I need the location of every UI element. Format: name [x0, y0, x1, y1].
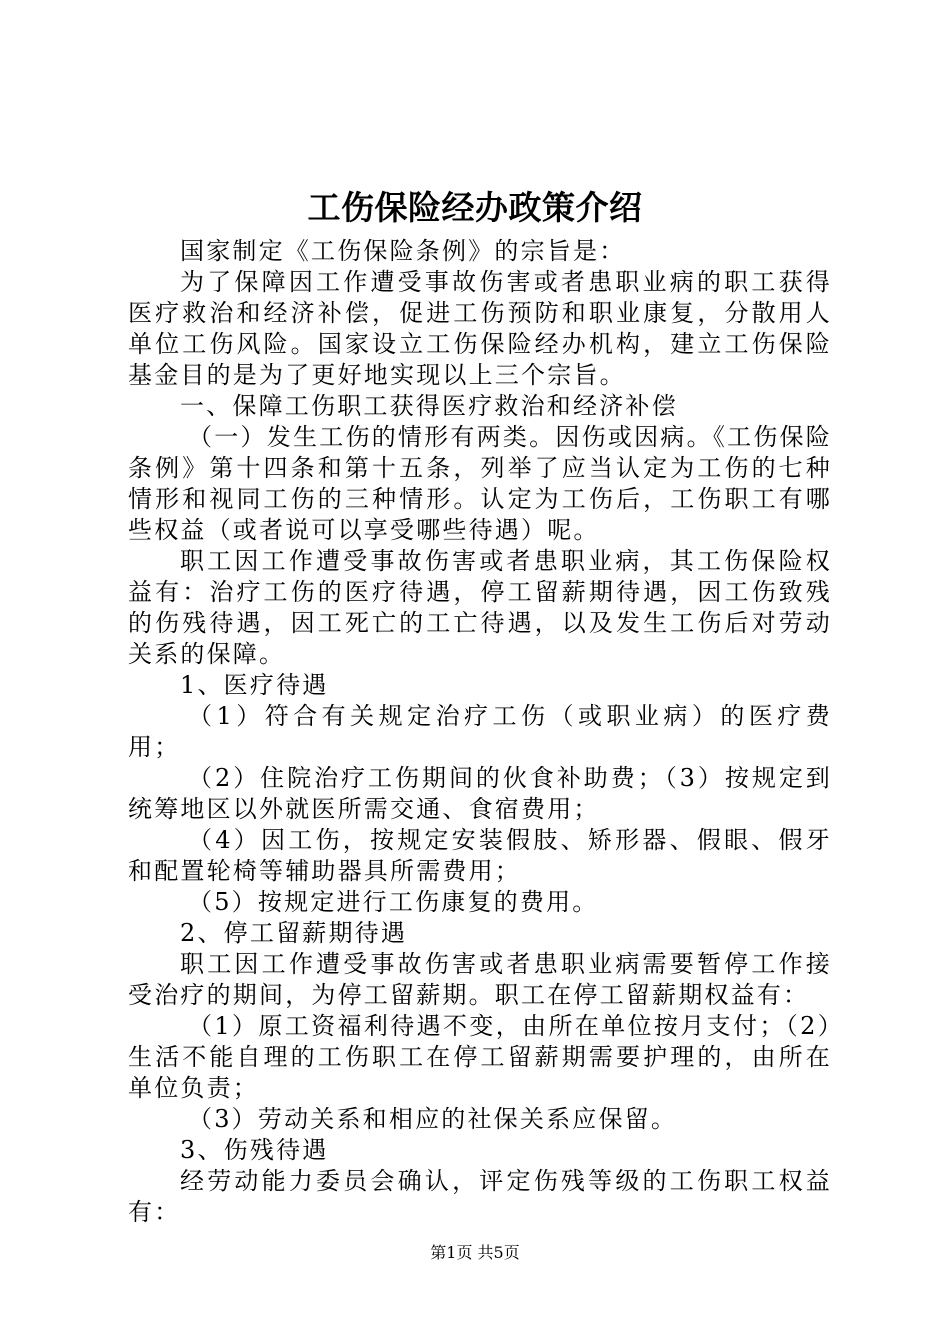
subheading-medical: 1、医疗待遇 — [180, 671, 329, 699]
paragraph-rights: 职工因工作遭受事故伤害或者患职业病，其工伤保险权益有：治疗工伤的医疗待遇，停工留薪期待遇，因工伤致残的伤残待遇，因工死亡的工亡待遇，以及发生工伤后对劳动关系的保障。 — [128, 547, 832, 668]
list-item-medical-4: （4）因工伤，按规定安装假肢、矫形器、假眼、假牙和配置轮椅等辅助器具所需费用； — [128, 826, 832, 885]
paragraph-purpose-intro: 国家制定《工伤保险条例》的宗旨是： — [180, 237, 626, 265]
subheading-disability: 3、伤残待遇 — [180, 1136, 329, 1164]
list-item-suspension-3: （3）劳动关系和相应的社保关系应保留。 — [188, 1105, 678, 1133]
document-body — [128, 236, 832, 1228]
list-item-suspension-1-2: （1）原工资福利待遇不变，由所在单位按月支付；（2）生活不能自理的工伤职工在停工留薪期需要护理的，由所在单位负责； — [128, 1012, 832, 1102]
page-footer: 第1页 共5页 — [430, 1243, 520, 1262]
list-item-medical-1: （1）符合有关规定治疗工伤（或职业病）的医疗费用； — [128, 702, 832, 761]
list-item-medical-5: （5）按规定进行工伤康复的费用。 — [188, 888, 599, 916]
list-item-medical-2-3: （2）住院治疗工伤期间的伙食补助费；（3）按规定到统筹地区以外就医所需交通、食宿费用； — [128, 764, 832, 823]
document-title: 工伤保险经办政策介绍 — [307, 188, 643, 227]
paragraph-suspension: 职工因工作遭受事故伤害或者患职业病需要暂停工作接受治疗的期间，为停工留薪期。职工在停工留薪期权益有： — [128, 950, 832, 1009]
paragraph-purpose-detail: 为了保障因工作遭受事故伤害或者患职业病的职工获得医疗救治和经济补偿，促进工伤预防和职业康复，分散用人单位工伤风险。国家设立工伤保险经办机构，建立工伤保险基金目的是为了更好地实现以上三个宗旨。 — [128, 268, 832, 389]
subheading-suspension: 2、停工留薪期待遇 — [180, 919, 408, 947]
paragraph-injury-types: （一）发生工伤的情形有两类。因伤或因病。《工伤保险条例》第十四条和第十五条，列举了应当认定为工伤的七种情形和视同工伤的三种情形。认定为工伤后，工伤职工有哪些权益（或者说可以享受哪些待遇）呢。 — [128, 423, 832, 544]
section-heading-1: 一、保障工伤职工获得医疗救治和经济补偿 — [180, 392, 678, 420]
paragraph-disability: 经劳动能力委员会确认，评定伤残等级的工伤职工权益有： — [128, 1167, 832, 1226]
